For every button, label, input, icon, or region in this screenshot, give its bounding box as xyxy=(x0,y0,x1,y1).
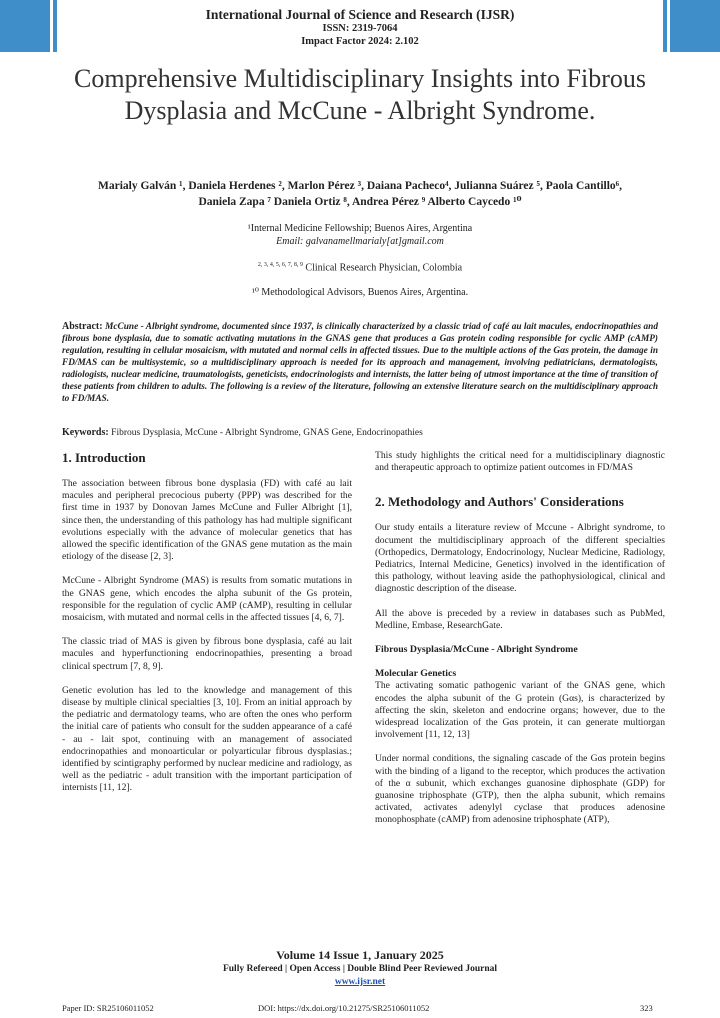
doi-link[interactable]: DOI: https://dx.doi.org/10.21275/SR25106011052 xyxy=(258,1003,430,1013)
authors-line-2: Daniela Zapa ⁷ Daniela Ortiz ⁸, Andrea Pérez ⁹ Alberto Caycedo ¹⁰ xyxy=(198,196,522,208)
paragraph: The activating somatic pathogenic variant of the GNAS gene, which encodes the alpha subunit of the G protein (Gαs), is characterized by affecting the skin, skeleton and endocrine organs; however, due to the widespread localization of the Gαs protein, it can generate multiorgan involvement [11, 12, 13] xyxy=(375,680,665,741)
paragraph: McCune - Albright Syndrome (MAS) is results from somatic mutations in the GNAS gene, which encodes the alpha subunit of the Gs protein, responsible for the regulation of cyclic AMP (cAMP), resulting in cellular mosaicism, with mutated and normal cells in the affected tissues [4, 6, 7]. xyxy=(62,575,352,624)
impact-factor: Impact Factor 2024: 2.102 xyxy=(301,36,419,47)
right-column xyxy=(375,450,665,839)
review-statement: Fully Refereed | Open Access | Double Blind Peer Reviewed Journal xyxy=(222,964,498,974)
abstract-text: McCune - Albright syndrome, documented since 1937, is clinically characterized by a classic triad of café au lait macules, endocrinopathies and fibrous bone dysplasia, due to somatic activating mutations in the GNAS gene that produces a Gas protein coding responsible for cyclic AMP (cAMP) regulation, resulting in cellular mosaicism, with mutated and normal cells in affected tissues. Due to the multiple actions of the Gαs protein, the damage in FD/MAS can be multisystemic, so a multidisciplinary approach is needed for its approach and management, involving pediatricians, dermatologists, radiologists, nuclear medicine, traumatologists, geneticists, endocrinologists and internists, the latter being of utmost importance at the time of transition of these patients from children to adults. The following is a review of the literature, following an extensive literature search on the multidisciplinary approach to FD/MAS. xyxy=(62,322,658,404)
paragraph: Our study entails a literature review of Mccune - Albright syndrome, to document the multidisciplinary approach of the different specialties (Orthopedics, Dermatology, Endocrinology, Nuclear Medicine, Radiology, Pediatrics, Internal Medicine, Genetics) involved in the identification of this pathology, without leaving aside the pathophysiological, clinical and diagnostic description of the disease. xyxy=(375,522,665,595)
paragraph: All the above is preceded by a review in databases such as PubMed, Medline, Embase, ResearchGate. xyxy=(375,607,665,631)
journal-link[interactable]: www.ijsr.net xyxy=(334,977,386,987)
affiliation-2: $^{2, 3, 4, 5, 6, 7, 8, 9}$ Clinical Research Physician, Colombia xyxy=(257,262,463,274)
issn: ISSN: 2319-7064 xyxy=(322,23,398,34)
paragraph: The classic triad of MAS is given by fibrous bone dysplasia, café au lait macules and hyperfunctioning endocrinopathies, presenting a broad clinical spectrum [7, 8, 9]. xyxy=(62,636,352,672)
volume-issue: Volume 14 Issue 1, January 2025 xyxy=(276,948,444,962)
journal-header xyxy=(0,7,720,48)
affiliation-1: ¹Internal Medicine Fellowship; Buenos Aires, Argentina Email: galvanamellmarialy[at]gmail.com xyxy=(0,222,720,248)
left-column xyxy=(62,450,352,807)
page-number: 323 xyxy=(640,1003,653,1013)
subheading-fibrous-dysplasia: Fibrous Dysplasia/McCune - Albright Syndrome xyxy=(375,644,578,656)
paragraph: Genetic evolution has led to the knowledge and management of this disease by multiple clinical specialties [3, 10]. From an initial approach by the pediatric and dermatology teams, who are often the ones who perform the initial care of patients who consult for the sudden appearance of a café - au - lait spot, continuing with an management of associated endocrinopathies and monoarticular or polyarticular fibrous dysplasias.; identified by scintigraphy performed by nuclear medicine and radiology, as well as the pediatric - adult transition with the important participation of internists [11, 12]. xyxy=(62,684,352,794)
footer xyxy=(0,948,720,989)
authors-line-1: Marialy Galván ¹, Daniela Herdenes ², Marlon Pérez ³, Daiana Pacheco⁴, Julianna Suárez ⁵, Paola Cantillo⁶, xyxy=(98,180,622,192)
keywords xyxy=(62,427,658,438)
paragraph: The association between fibrous bone dysplasia (FD) with café au lait macules and peripheral precocious puberty (PPP) was described for the first time in 1937 by Donovan James McCune and Fuller Albright [1], since then, the understanding of this pathology has had multiple significant evolutions especially with the advance of molecular genetics that has allowed the specific identification of the GNAS gene mutation as the main etiology of the disease [2, 3]. xyxy=(62,478,352,563)
keywords-label: Keywords: xyxy=(62,427,112,438)
paragraph: Under normal conditions, the signaling cascade of the Gαs protein begins with the binding of a ligand to the receptor, which produces the activation of the α subunit, which exchanges guanosine diphosphate (GDP) for guanosine triphosphate (GTP), then the alpha subunit, which remains activated, activates adenylyl cyclase that produces adenosine monophosphate (cAMP) from adenosine triphosphate (ATP), xyxy=(375,753,665,826)
abstract-label: Abstract: xyxy=(62,321,106,332)
paper-title: Comprehensive Multidisciplinary Insights into Fibrous Dysplasia and McCune - Albright Syndrome. xyxy=(74,64,646,125)
subheading-molecular-genetics: Molecular Genetics xyxy=(375,668,457,680)
journal-name: International Journal of Science and Research (IJSR) xyxy=(205,7,515,22)
paper-id: Paper ID: SR25106011052 xyxy=(62,1003,154,1013)
section-heading-methodology: 2. Methodology and Authors' Considerations xyxy=(375,494,624,510)
author-list xyxy=(40,178,680,210)
abstract xyxy=(62,321,658,405)
email: Email: galvanamellmarialy[at]gmail.com xyxy=(276,236,444,247)
affiliation-3: ¹⁰ Methodological Advisors, Buenos Aires, Argentina. xyxy=(251,287,469,298)
section-heading-introduction: 1. Introduction xyxy=(62,450,146,465)
paragraph: This study highlights the critical need for a multidisciplinary diagnostic and therapeutic approach to optimize patient outcomes in FD/MAS xyxy=(375,450,665,474)
keywords-text: Fibrous Dysplasia, McCune - Albright Syndrome, GNAS Gene, Endocrinopathies xyxy=(111,428,423,438)
